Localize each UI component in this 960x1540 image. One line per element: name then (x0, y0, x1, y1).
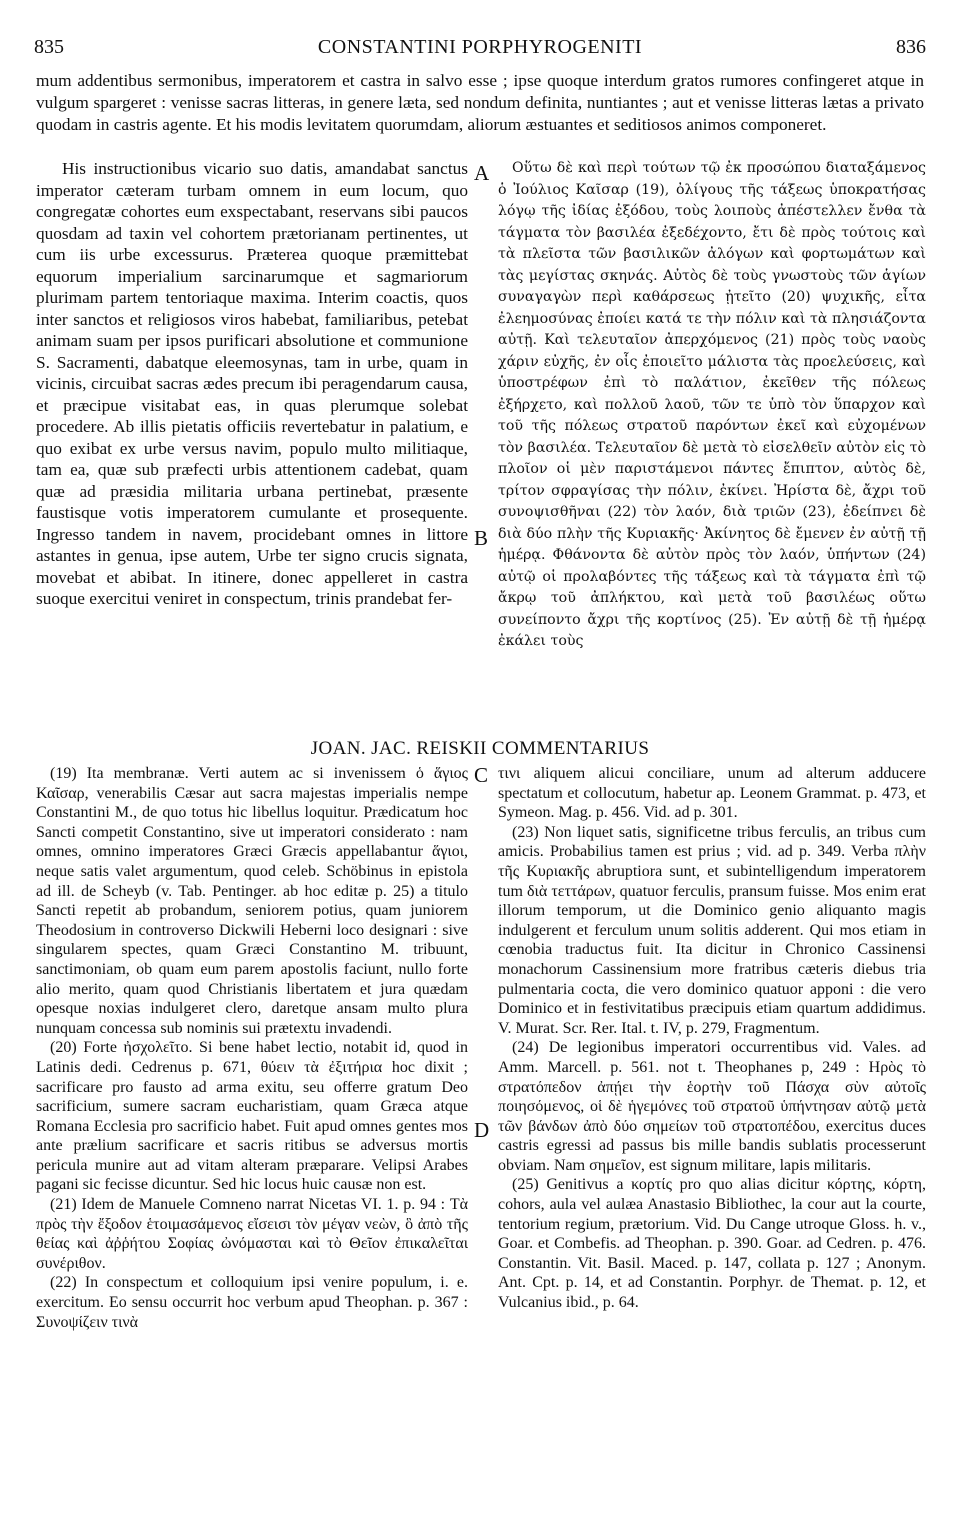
commentary-note-20: (20) Forte ἠσχολεῖτο. Si bene habet lectio, notabit id, quod in Latinis dedi. Cedrenus p. 671, θύειν τὰ ἐξιτήρια hoc dixit ; sacrificare pro fausto ad arma exitu, seu offerre gratum Deo sacrificium, sumere sacram eucharistiam, quam Græca atque Romana Ecclesia pro sacrificio habet. Fuit apud omnes gentes mos ante prælium sacrificare et sacris ritibus se adversus mortis pericula munire aut ad vitam alteram præparare. Velipsi Arabes pagani sic fecisse dicuntur. Sed hic locus huic causæ non est. (36, 1039, 468, 1194)
greek-text-column: Οὕτω δὲ καὶ περὶ τούτων τῷ ἐκ προσώπου διαταξάμενος ὁ Ἰούλιος Καῖσαρ (19), ὀλίγους τῆς τάξεως ὑποκρατήσας λόγῳ τῆς ἰδίας ἐξόδου, τοὺς λοιποὺς ἀπέστελλεν ἔνθα τὰ τάγματα τὸν βασιλέα ἐξεδέχοντο, ἔτι δὲ πρὸς τούτοις καὶ τὰ πλεῖστα τῶν βασιλικῶν ἀλόγων καὶ φορτωμάτων καὶ τὰς μεγίστας σκηνάς. Αὐτὸς δὲ τοὺς γνωστοὺς τῶν ἁγίων συναγαγὼν περὶ καθάρσεως ᾐτεῖτο (20) ψυχικῆς, εἶτα ἐλεημοσύνας ἐποίει κατά τε τὴν πόλιν καὶ τὰ πλησιάζοντα αὐτῇ. Καὶ τελευταῖον ἀπερχόμενος (21) πρὸς τοὺς ναοὺς χάριν εὐχῆς, ἐν οἷς ἐποιεῖτο μάλιστα τὰς προελεύσεις, καὶ ὑποστρέφων ἐπὶ τὸ παλάτιον, ἐκεῖθεν τῆς πόλεως ἐξήρχετο, καὶ πολλοῦ λαοῦ, τῶν τε ὑπὸ τὸν ὕπαρχον καὶ τοῦ τῆς πόλεως στρατοῦ παρόντων ἐκεῖ καὶ εὐχομένων τὸν βασιλέα. Τελευταῖον δὲ μετὰ τὸ εἰσελθεῖν αὐτὸν εἰς τὸ πλοῖον οἱ μὲν παριστάμενοι πάντες ἔπιπτον, αὐτὸς δὲ, τρίτον σφραγίσας τὴν πόλιν, ἐκίνει. Ἠρίστα δὲ, ἄχρι τοῦ συνοψισθῆναι (22) τὸν λαόν, διὰ τριῶν (23), ἐδείπνει δὲ διὰ δύο πλὴν τῆς Κυριακῆς· Ἀκίνητος δὲ ἔμενεν ἐν αὐτῇ τῇ ἡμέρᾳ. Φθάνοντα δὲ αὐτὸν πρὸς τὸν λαόν, ὑπήντων (24) αὐτῷ οἱ προλαβόντες τῆς τάξεως καὶ τὰ τάγματα ἐπὶ τῷ ἄκρῳ τοῦ ἀπλήκτου, καὶ μετὰ τοῦ βασιλέως οὕτω συνείποντο ἄχρι τῆς κορτίνος (25). Ἐν αὐτῇ δὲ τῇ ἡμέρᾳ ἐκάλει τοὺς (498, 160, 926, 649)
commentary-note-22: (22) In conspectum et colloquium ipsi venire populum, i. e. exercitum. Eo sensu occurrit hoc verbum apud Theophan. p. 367 : Συνοψίζειν τινὰ (36, 1274, 468, 1331)
section-marker-b: B (474, 526, 489, 550)
commentary-note-19: (19) Ita membranæ. Verti autem ac si invenissem ὁ ἅγιος Καῖσαρ, venerabilis Cæsar aut sacra majestas imperialis nempe Constantini M., de quo totus hic libellus loquitur. Prædicatum hoc Sancti competit Constantino, sive ut imperatori considerato : nam omnes, omnino imperatores Græci Græcis appellabantur ἅγιοι, neque satis valet argumentum, quod celeb. Schöbinus in epistola ad ill. de Scheyb (v. Tab. Pentinger. ab hoc editæ p. 25) a titulo Sancti repetit ab probandum, seniorem potius, quam juniorem Theodosium in controverso Dickwili Heberni loco designari : sive singularem spectes, quam Græci Constantino M. tribuunt, sanctimoniam, ob quam eum parem apostolis faciunt, nullo forte alio merito, quam quod Christianis libertatem et jura quædam opesque noxias indulgeret clero, daretque ansam multo plura nunquam concessa sub nominis sui prætextu invadendi. (36, 765, 468, 1037)
commentary-note-24: (24) De legionibus imperatori occurrentibus vid. Vales. ad Amm. Marcell. p. 561. not t. Theophanes p, 249 : Ηρὸς τὸ στρατόπεδον ἀπῄει τὴν ἑορτὴν τοῦ Πάσχα σὺν αὐτοῖς ποιησόμενος, οἱ δὲ ἡγεμόνες τοῦ στρατοῦ ὑπήντησαν αὐτῷ μετὰ τῶν βάνδων ἀπὸ δύο σημείων τοῦ στρατοπέδου, exercitus duces castris egressi ad passus bis mille bandis sublatis processerunt obviam. Nam σημεῖον, est signum militare, lapis militaris. (498, 1039, 926, 1174)
commentary-left-column (36, 764, 468, 1332)
commentary-note-22-continued: τινι aliquem alicui conciliare, unum ad alterum adducere spectatum et collocutum, habetur ap. Leonem Grammat. p. 473, et Symeon. Mag. p. 456. Vid. ad p. 301. (498, 765, 926, 822)
commentary-note-21: (21) Idem de Manuele Comneno narrat Nicetas VI. 1. p. 94 : Τὰ πρὸς τὴν ἔξοδον ἑτοιμασάμενος εἴσεισι τὸν μέγαν νεὼν, ὃ ἀπὸ τῆς θείας καὶ ἀῤῥήτου Σοφίας ὠνόμασται καὶ τὸ Θεῖον ἐπικαλεῖται συνέριθον. (36, 1196, 468, 1272)
section-marker-c: C (474, 763, 489, 787)
commentary-heading: JOAN. JAC. REISKII COMMENTARIUS (310, 738, 650, 759)
running-title: CONSTANTINI PORPHYROGENITI (317, 36, 643, 58)
running-header (34, 36, 926, 60)
commentary-right-column (498, 764, 926, 1313)
section-marker-d: D (474, 1118, 490, 1142)
page-number-left: 835 (34, 36, 64, 58)
commentary-note-25: (25) Genitivus a κορτίς pro quo alias dicitur κόρτης, κόρτη, cohors, aula vel aulæa Anastasio Bibliothec, la cour aut la courte, tentorium regium, prætorium. Vid. Du Cange utroque Gloss. h. v., Goar. et Combefis. ad Theophan. p. 390. Goar. ad Cedren. p. 476. Constantin. Vit. Basil. Maced. p. 147, collata p. 127 ; Anonym. Ant. Cpt. p. 14, et ad Constantin. Porphyr. de Themat. p. 12, et Vulcanius ibid., p. 64. (498, 1176, 926, 1312)
intro-paragraph: mum addentibus sermonibus, imperatorem et castra in salvo esse ; ipse quoque interdum gratos rumores confingeret atque in vulgum spargeret : venisse sacras litteras, in genere læta, sed nondum definita, nuntiantes ; aut et venisse litteras lætas a privato quodam in castris agente. Et his modis levitatem quorumdam, aliorum æstuantes et seditiosos animos componeret. (36, 71, 924, 134)
section-marker-a: A (474, 161, 490, 185)
latin-translation-column: His instructionibus vicario suo datis, amandabat sanctus imperator cæteram turbam omnem in eum locum, quo congregatæ cohortes eum exspectabant, reservans sibi paucos quosdam ad taxin vel cohortem prætorianam pertinentes, ut cum iis urbe excessurus. Præterea quoque præmittebat equorum imperialium sarcinarumque et sagmariorum plurimam partem tentoriaque maxima. Interim coactis, quos inter sanctos et religiosos viros habebat, familiaribus, petebat animam suam per ipsos purificari absolutione et communione S. Sacramenti, dabatque eleemosynas, tam in urbe, quam in vicinis, circuibat sacras ædes precum ibi peragendarum causa, et præcipue visitabat eas, in quas plerumque solebat procedere. Ab illis pietatis officiis revertebatur in palatium, e quo exibat ex urbe versus navim, populo multo militiaque, tam ea, quæ sub præfecti urbis attentionem cadebat, quam quæ ad præsidia militaria urbana pertinebat, præsente faustisque votis imperatorem cumulante et prosequente. Ingresso tandem in navem, procidebant omnes in littore astantes in genua, ipse autem, Urbe ter signo crucis signata, movebat et abibat. In itinere, donec appelleret in castra suoque exercitui veniret in conspectum, trinis prandebat fer- (36, 159, 468, 608)
commentary-note-23: (23) Non liquet satis, significetne tribus ferculis, an tribus cum amicis. Probabilius tamen est prius ; vid. ad p. 349. Verba πλὴν τῆς Κυριακῆς abruptiora sunt, et subintelligendum imperatorem tum διὰ τεττάρων, quatuor ferculis, pransum fuisse. Mos enim erat illorum temporum, ut die Dominico genio aliquanto magis indulgerent et ferculum unum solitis adderent. Qui mos etiam in cœnobia traductus fuit. Ita dicitur in Chronico Cassinensi monachorum Cassinensium more fratribus cæteris diebus tria pulmentaria cocta, die vero dominico quatuor apponi : die vero Dominico et in festivitatibus præcipuis etiam quartum addidimus. V. Murat. Scr. Rer. Ital. t. IV, p. 279, Fragmentum. (498, 823, 926, 1037)
page-number-right: 836 (896, 36, 926, 58)
